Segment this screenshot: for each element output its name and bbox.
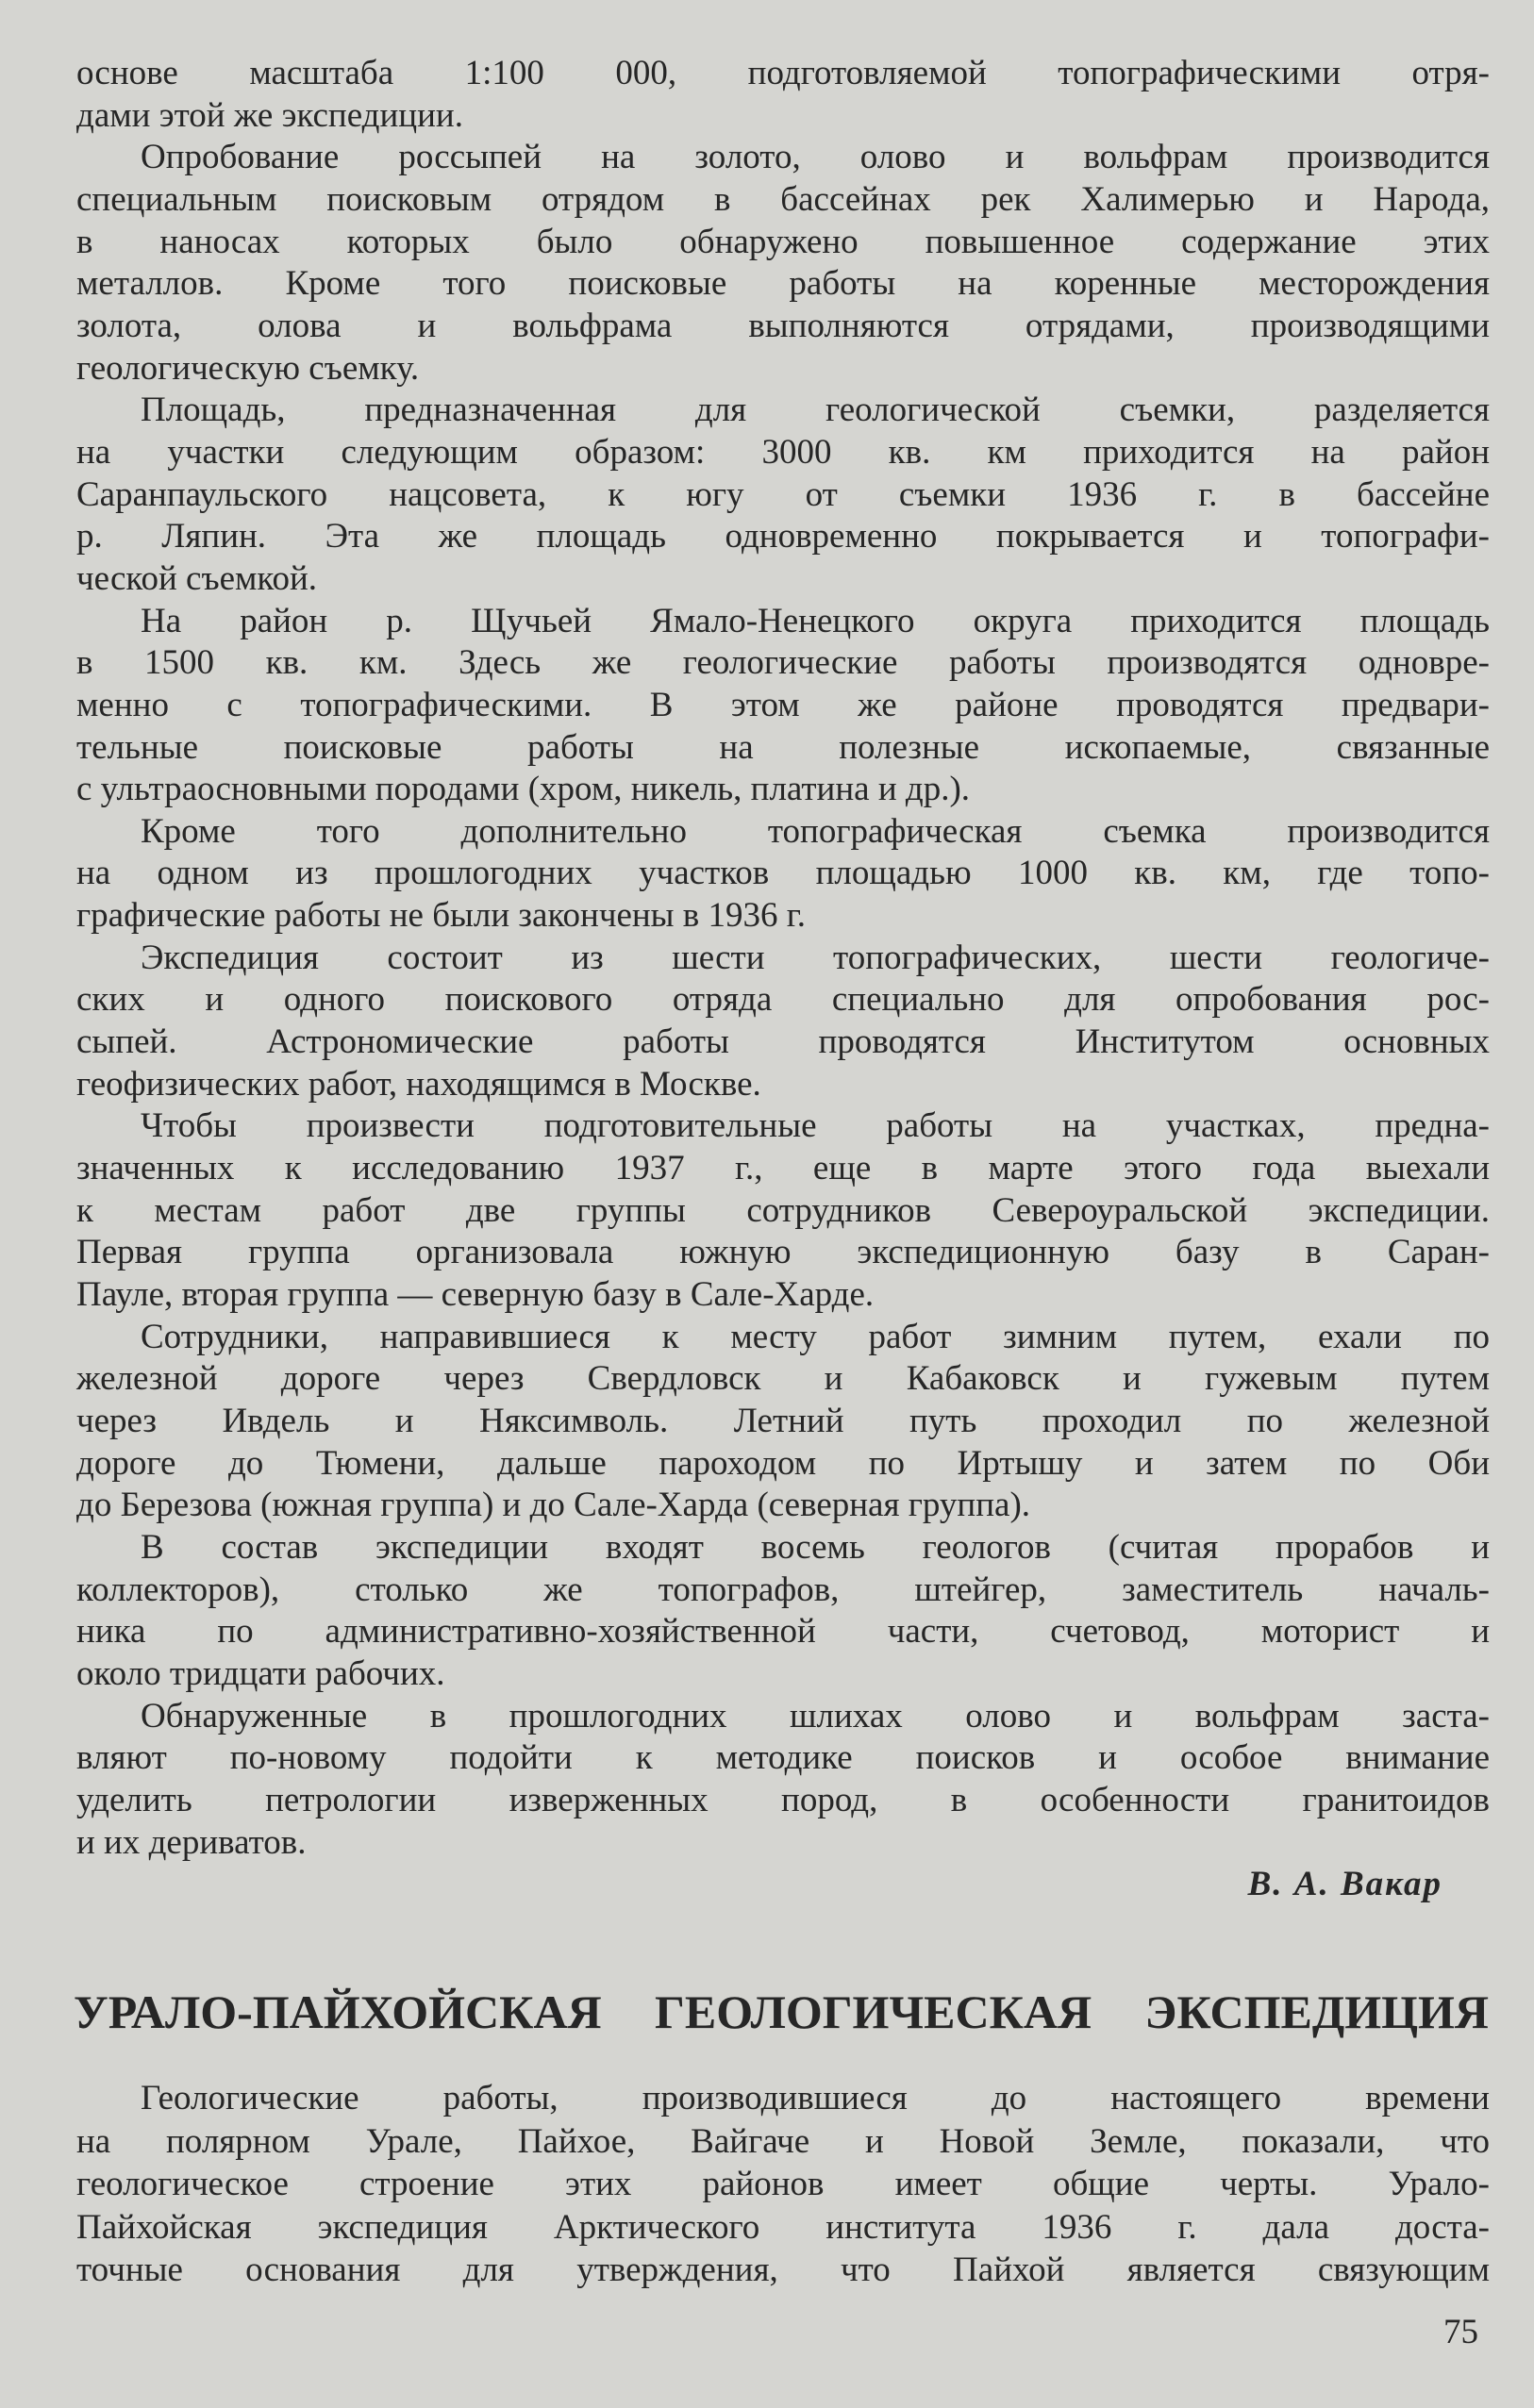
signature-block <box>76 1864 1490 1906</box>
text-line: графические работы не были закончены в 1936 г. <box>76 896 807 936</box>
paragraph <box>76 811 1490 938</box>
text-line: Опробование россыпей на золото, олово и вольфрам производится <box>141 138 1490 177</box>
text-line: значенных к исследованию 1937 г., еще в марте этого года выехали <box>76 1149 1490 1188</box>
text-line: дами этой же экспедиции. <box>76 95 463 135</box>
text-line: Сотрудники, направившиеся к месту работ зимним путем, ехали по <box>141 1317 1490 1356</box>
paragraph <box>76 2077 1490 2292</box>
text-line: ника по административно-хозяйственной части, счетовод, моторист и <box>76 1612 1490 1652</box>
text-line: уделить петрологии изверженных пород, в особенности гранитоидов <box>76 1780 1490 1819</box>
text-line: к местам работ две группы сотрудников Североуральской экспедиции. <box>76 1190 1490 1230</box>
text-line: с ультраосновными породами (хром, никель, платина и др.). <box>76 770 971 809</box>
text-line: геологическую съемку. <box>76 348 420 388</box>
section-body <box>76 2077 1490 2292</box>
article-body <box>76 53 1490 1864</box>
text-line: Обнаруженные в прошлогодних шлихах олово и вольфрам заста- <box>141 1696 1490 1735</box>
text-line: Чтобы произвести подготовительные работы на участках, предна- <box>141 1106 1490 1146</box>
text-line: коллекторов), столько же топографов, штейгер, заместитель началь- <box>76 1569 1490 1609</box>
paragraph <box>76 53 1490 137</box>
text-line: Пайхойская экспедиция Арктического института 1936 г. дала доста- <box>76 2207 1490 2247</box>
paragraph <box>76 1527 1490 1696</box>
text-line: тельные поисковые работы на полезные ископаемые, связанные <box>76 727 1490 767</box>
text-line: менно с топографическими. В этом же районе проводятся предвари- <box>76 685 1490 724</box>
text-line: геофизических работ, находящимся в Москве. <box>76 1064 761 1104</box>
text-line: вляют по-новому подойти к методике поисков и особое внимание <box>76 1738 1490 1778</box>
paragraph <box>76 1105 1490 1316</box>
text-line: Первая группа организовала южную экспедиционную базу в Саран- <box>76 1233 1490 1272</box>
text-line: Кроме того дополнительно топографическая съемка производится <box>141 811 1490 851</box>
text-line: через Ивдель и Няксимволь. Летний путь проходил по железной <box>76 1402 1490 1440</box>
text-line: основе масштаба 1:100 000, подготовляемой топографическими отря- <box>76 54 1490 92</box>
text-line: в наносах которых было обнаружено повышенное содержание этих <box>76 222 1490 261</box>
text-line: около тридцати рабочих. <box>76 1653 445 1693</box>
text-line: специальным поисковым отрядом в бассейнах рек Халимерью и Народа, <box>76 179 1490 219</box>
text-line: На район р. Щучьей Ямало-Ненецкого округа приходится площадь <box>141 601 1490 640</box>
text-line: Пауле, вторая группа — северную базу в Сале-Харде. <box>76 1275 875 1315</box>
text-line: Экспедиция состоит из шести топографических, шести геологиче- <box>141 938 1490 977</box>
text-line: Геологические работы, производившиеся до настоящего времени <box>141 2079 1490 2117</box>
paragraph <box>76 390 1490 600</box>
text-line: золота, олова и вольфрама выполняются отрядами, производящими <box>76 306 1490 345</box>
text-line: на участки следующим образом: 3000 кв. км приходится на район <box>76 432 1490 472</box>
page-number: 75 <box>1443 2313 1478 2351</box>
paragraph <box>76 1317 1490 1527</box>
text-line: в 1500 кв. км. Здесь же геологические работы производятся одновре- <box>76 643 1490 683</box>
author-signature: В. А. Вакар <box>1247 1865 1442 1903</box>
text-line: металлов. Кроме того поисковые работы на коренные месторождения <box>76 264 1490 304</box>
text-line: геологическое строение этих районов имеет общие черты. Урало- <box>76 2165 1490 2203</box>
text-line: железной дороге через Свердловск и Кабаковск и гужевым путем <box>76 1359 1490 1399</box>
text-line: ских и одного поискового отряда специально для опробования рос- <box>76 980 1490 1020</box>
text-line: сыпей. Астрономические работы проводятся Институтом основных <box>76 1022 1490 1062</box>
text-line: ческой съемкой. <box>76 558 318 598</box>
text-line: точные основания для утверждения, что Пайхой является связующим <box>76 2250 1490 2289</box>
text-line: Площадь, предназначенная для геологической съемки, разделяется <box>141 390 1490 430</box>
text-line: и их дериватов. <box>76 1822 307 1862</box>
text-line: В состав экспедиции входят восемь геологов (считая прорабов и <box>141 1527 1490 1567</box>
paragraph <box>76 938 1490 1106</box>
paragraph <box>76 601 1490 811</box>
paragraph <box>76 137 1490 390</box>
text-line: на одном из прошлогодних участков площадью 1000 кв. км, где топо- <box>76 854 1490 893</box>
text-line: до Березова (южная группа) и до Сале-Харда (северная группа). <box>76 1486 1031 1525</box>
paragraph <box>76 1696 1490 1865</box>
text-line: р. Ляпин. Эта же площадь одновременно покрывается и топографи- <box>76 517 1490 556</box>
text-line: на полярном Урале, Пайхое, Вайгаче и Новой Земле, показали, что <box>76 2121 1490 2161</box>
text-line: Саранпаульского нацсовета, к югу от съемки 1936 г. в бассейне <box>76 474 1490 514</box>
section-heading: УРАЛО-ПАЙХОЙСКАЯ ГЕОЛОГИЧЕСКАЯ ЭКСПЕДИЦИЯ <box>74 1985 1489 2038</box>
text-line: дороге до Тюмени, дальше пароходом по Иртышу и затем по Оби <box>76 1443 1490 1483</box>
